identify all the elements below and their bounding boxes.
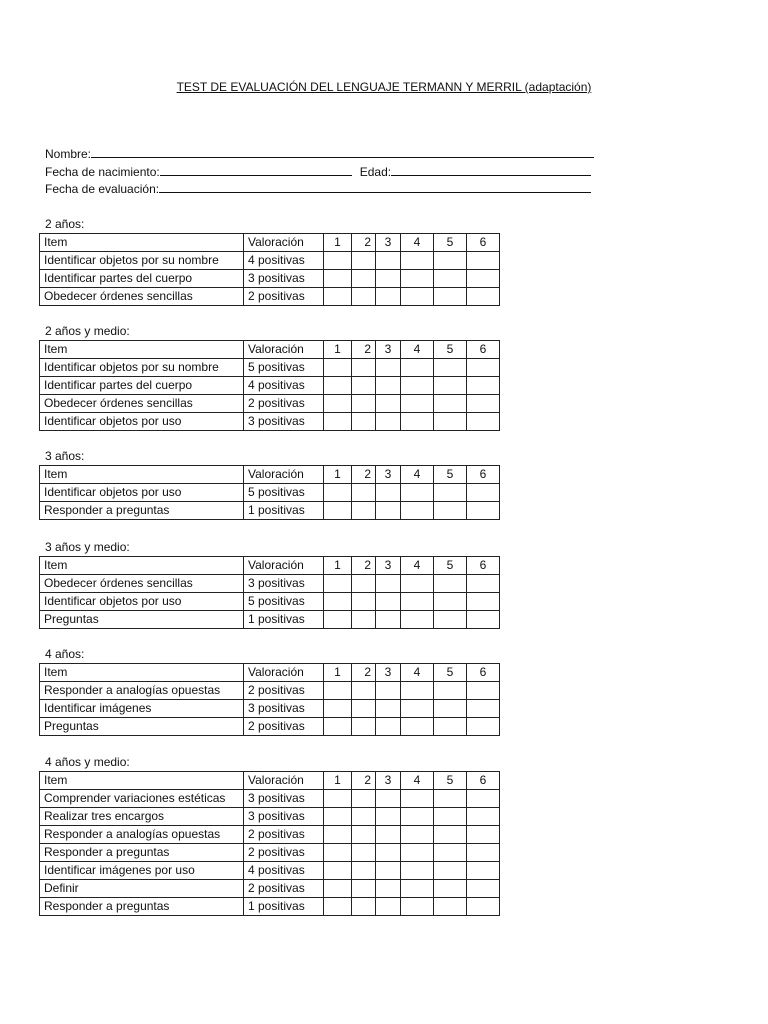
nombre-line xyxy=(45,146,600,164)
header-col-2: 2 xyxy=(352,341,376,359)
row-item: Identificar imágenes por uso xyxy=(40,862,244,880)
table-row xyxy=(40,880,500,898)
header-item: Item xyxy=(40,772,244,790)
score-cell[interactable] xyxy=(434,288,467,306)
header-col-1: 1 xyxy=(324,664,352,682)
score-cell[interactable] xyxy=(324,502,352,520)
table-row xyxy=(40,252,500,270)
evaluacion-blank xyxy=(159,181,591,193)
header-col-3: 3 xyxy=(376,234,401,252)
score-cell[interactable] xyxy=(434,682,467,700)
score-cell[interactable] xyxy=(324,700,352,718)
header-valoracion: Valoración xyxy=(244,341,324,359)
score-cell[interactable] xyxy=(352,413,376,431)
row-valoracion: 4 positivas xyxy=(244,377,324,395)
score-cell[interactable] xyxy=(434,377,467,395)
header-col-5: 5 xyxy=(434,664,467,682)
score-cell[interactable] xyxy=(376,844,401,862)
score-cell[interactable] xyxy=(434,395,467,413)
score-cell[interactable] xyxy=(467,862,500,880)
section-label: 2 años: xyxy=(45,217,85,231)
score-cell[interactable] xyxy=(434,808,467,826)
header-col-1: 1 xyxy=(324,772,352,790)
score-cell[interactable] xyxy=(467,252,500,270)
edad-blank xyxy=(391,164,591,176)
score-cell[interactable] xyxy=(434,575,467,593)
row-item: Responder a preguntas xyxy=(40,898,244,916)
score-cell[interactable] xyxy=(352,575,376,593)
score-cell[interactable] xyxy=(324,575,352,593)
header-col-6: 6 xyxy=(467,466,500,484)
header-col-5: 5 xyxy=(434,557,467,575)
evaluation-table xyxy=(39,663,500,736)
score-cell[interactable] xyxy=(434,484,467,502)
row-valoracion: 3 positivas xyxy=(244,413,324,431)
header-col-1: 1 xyxy=(324,341,352,359)
header-col-4: 4 xyxy=(401,664,434,682)
header-col-6: 6 xyxy=(467,341,500,359)
row-item: Obedecer órdenes sencillas xyxy=(40,395,244,413)
table-row xyxy=(40,413,500,431)
row-valoracion: 2 positivas xyxy=(244,880,324,898)
score-cell[interactable] xyxy=(376,718,401,736)
row-item: Responder a preguntas xyxy=(40,502,244,520)
score-cell[interactable] xyxy=(376,270,401,288)
score-cell[interactable] xyxy=(401,288,434,306)
score-cell[interactable] xyxy=(352,270,376,288)
header-col-5: 5 xyxy=(434,772,467,790)
score-cell[interactable] xyxy=(324,413,352,431)
header-col-2: 2 xyxy=(352,772,376,790)
score-cell[interactable] xyxy=(324,808,352,826)
score-cell[interactable] xyxy=(401,359,434,377)
row-valoracion: 5 positivas xyxy=(244,593,324,611)
header-col-2: 2 xyxy=(352,664,376,682)
score-cell[interactable] xyxy=(467,575,500,593)
table-row xyxy=(40,502,500,520)
score-cell[interactable] xyxy=(352,844,376,862)
score-cell[interactable] xyxy=(376,700,401,718)
header-col-1: 1 xyxy=(324,466,352,484)
score-cell[interactable] xyxy=(376,790,401,808)
header-col-1: 1 xyxy=(324,557,352,575)
score-cell[interactable] xyxy=(352,826,376,844)
score-cell[interactable] xyxy=(401,377,434,395)
evaluacion-label: Fecha de evaluación: xyxy=(45,182,160,196)
score-cell[interactable] xyxy=(376,502,401,520)
table-row xyxy=(40,484,500,502)
evaluation-table xyxy=(39,465,500,520)
nombre-blank xyxy=(91,146,594,158)
header-col-2: 2 xyxy=(352,234,376,252)
section-label: 3 años: xyxy=(45,449,85,463)
score-cell[interactable] xyxy=(324,611,352,629)
score-cell[interactable] xyxy=(401,484,434,502)
score-cell[interactable] xyxy=(434,593,467,611)
score-cell[interactable] xyxy=(401,844,434,862)
score-cell[interactable] xyxy=(352,359,376,377)
score-cell[interactable] xyxy=(324,790,352,808)
score-cell[interactable] xyxy=(467,413,500,431)
score-cell[interactable] xyxy=(434,880,467,898)
score-cell[interactable] xyxy=(324,377,352,395)
row-valoracion: 2 positivas xyxy=(244,826,324,844)
header-col-3: 3 xyxy=(376,466,401,484)
score-cell[interactable] xyxy=(434,700,467,718)
score-cell[interactable] xyxy=(352,718,376,736)
score-cell[interactable] xyxy=(324,395,352,413)
evaluation-table xyxy=(39,771,500,916)
header-col-3: 3 xyxy=(376,557,401,575)
score-cell[interactable] xyxy=(434,252,467,270)
evaluation-table xyxy=(39,233,500,306)
table-header-row xyxy=(40,466,500,484)
score-cell[interactable] xyxy=(376,484,401,502)
table-header-row xyxy=(40,557,500,575)
table-row xyxy=(40,575,500,593)
nacimiento-line xyxy=(45,164,600,182)
score-cell[interactable] xyxy=(376,682,401,700)
score-cell[interactable] xyxy=(401,593,434,611)
header-col-4: 4 xyxy=(401,557,434,575)
score-cell[interactable] xyxy=(376,395,401,413)
section-label: 3 años y medio: xyxy=(45,540,130,554)
score-cell[interactable] xyxy=(434,413,467,431)
score-cell[interactable] xyxy=(467,790,500,808)
nacimiento-label: Fecha de nacimiento: xyxy=(45,164,160,179)
document-title: TEST DE EVALUACIÓN DEL LENGUAJE TERMANN Y MERRIL (adaptación) xyxy=(176,80,592,94)
section-label: 2 años y medio: xyxy=(45,324,130,338)
row-item: Definir xyxy=(40,880,244,898)
score-cell[interactable] xyxy=(324,862,352,880)
score-cell[interactable] xyxy=(352,395,376,413)
table-header-row xyxy=(40,341,500,359)
score-cell[interactable] xyxy=(352,862,376,880)
row-valoracion: 2 positivas xyxy=(244,395,324,413)
table-row xyxy=(40,898,500,916)
header-valoracion: Valoración xyxy=(244,557,324,575)
score-cell[interactable] xyxy=(352,377,376,395)
score-cell[interactable] xyxy=(401,252,434,270)
row-valoracion: 5 positivas xyxy=(244,359,324,377)
header-col-5: 5 xyxy=(434,234,467,252)
row-item: Identificar objetos por uso xyxy=(40,593,244,611)
score-cell[interactable] xyxy=(324,844,352,862)
row-valoracion: 4 positivas xyxy=(244,252,324,270)
row-valoracion: 3 positivas xyxy=(244,270,324,288)
table-row xyxy=(40,359,500,377)
score-cell[interactable] xyxy=(401,898,434,916)
score-cell[interactable] xyxy=(352,484,376,502)
header-col-3: 3 xyxy=(376,772,401,790)
score-cell[interactable] xyxy=(352,252,376,270)
score-cell[interactable] xyxy=(434,898,467,916)
score-cell[interactable] xyxy=(434,862,467,880)
score-cell[interactable] xyxy=(324,593,352,611)
score-cell[interactable] xyxy=(324,898,352,916)
score-cell[interactable] xyxy=(467,359,500,377)
section-label: 4 años y medio: xyxy=(45,755,130,769)
score-cell[interactable] xyxy=(401,395,434,413)
header-col-2: 2 xyxy=(352,557,376,575)
score-cell[interactable] xyxy=(324,682,352,700)
score-cell[interactable] xyxy=(467,808,500,826)
score-cell[interactable] xyxy=(324,718,352,736)
score-cell[interactable] xyxy=(434,790,467,808)
score-cell[interactable] xyxy=(376,288,401,306)
score-cell[interactable] xyxy=(401,808,434,826)
row-item: Identificar objetos por uso xyxy=(40,484,244,502)
header-col-4: 4 xyxy=(401,772,434,790)
score-cell[interactable] xyxy=(467,826,500,844)
score-cell[interactable] xyxy=(324,484,352,502)
row-item: Obedecer órdenes sencillas xyxy=(40,575,244,593)
row-item: Preguntas xyxy=(40,611,244,629)
score-cell[interactable] xyxy=(467,880,500,898)
header-item: Item xyxy=(40,557,244,575)
table-row xyxy=(40,611,500,629)
score-cell[interactable] xyxy=(467,270,500,288)
table-row xyxy=(40,844,500,862)
header-col-3: 3 xyxy=(376,664,401,682)
score-cell[interactable] xyxy=(376,898,401,916)
score-cell[interactable] xyxy=(434,502,467,520)
evaluacion-line xyxy=(45,181,600,199)
nacimiento-blank xyxy=(160,164,352,176)
score-cell[interactable] xyxy=(352,502,376,520)
score-cell[interactable] xyxy=(401,826,434,844)
score-cell[interactable] xyxy=(401,611,434,629)
table-row xyxy=(40,826,500,844)
score-cell[interactable] xyxy=(467,288,500,306)
score-cell[interactable] xyxy=(401,575,434,593)
score-cell[interactable] xyxy=(467,502,500,520)
header-valoracion: Valoración xyxy=(244,664,324,682)
score-cell[interactable] xyxy=(352,611,376,629)
row-valoracion: 2 positivas xyxy=(244,844,324,862)
table-row xyxy=(40,377,500,395)
score-cell[interactable] xyxy=(434,718,467,736)
header-item: Item xyxy=(40,341,244,359)
score-cell[interactable] xyxy=(401,413,434,431)
score-cell[interactable] xyxy=(352,808,376,826)
header-col-4: 4 xyxy=(401,234,434,252)
score-cell[interactable] xyxy=(467,484,500,502)
score-cell[interactable] xyxy=(467,682,500,700)
edad-label: Edad: xyxy=(359,164,392,179)
row-valoracion: 3 positivas xyxy=(244,700,324,718)
header-valoracion: Valoración xyxy=(244,466,324,484)
score-cell[interactable] xyxy=(352,898,376,916)
score-cell[interactable] xyxy=(324,252,352,270)
row-valoracion: 2 positivas xyxy=(244,682,324,700)
score-cell[interactable] xyxy=(376,359,401,377)
score-cell[interactable] xyxy=(324,270,352,288)
score-cell[interactable] xyxy=(376,808,401,826)
score-cell[interactable] xyxy=(376,575,401,593)
table-header-row xyxy=(40,234,500,252)
row-item: Identificar imágenes xyxy=(40,700,244,718)
score-cell[interactable] xyxy=(434,270,467,288)
row-item: Identificar objetos por su nombre xyxy=(40,252,244,270)
table-row xyxy=(40,288,500,306)
row-item: Identificar objetos por su nombre xyxy=(40,359,244,377)
score-cell[interactable] xyxy=(376,880,401,898)
header-col-6: 6 xyxy=(467,664,500,682)
score-cell[interactable] xyxy=(352,700,376,718)
table-header-row xyxy=(40,664,500,682)
header-col-5: 5 xyxy=(434,341,467,359)
table-row xyxy=(40,790,500,808)
score-cell[interactable] xyxy=(352,880,376,898)
header-col-2: 2 xyxy=(352,466,376,484)
evaluation-table xyxy=(39,556,500,629)
score-cell[interactable] xyxy=(434,844,467,862)
table-row xyxy=(40,808,500,826)
score-cell[interactable] xyxy=(352,288,376,306)
row-valoracion: 2 positivas xyxy=(244,718,324,736)
score-cell[interactable] xyxy=(401,502,434,520)
score-cell[interactable] xyxy=(467,611,500,629)
header-col-6: 6 xyxy=(467,234,500,252)
score-cell[interactable] xyxy=(352,593,376,611)
header-col-4: 4 xyxy=(401,341,434,359)
score-cell[interactable] xyxy=(467,844,500,862)
row-valoracion: 1 positivas xyxy=(244,502,324,520)
header-item: Item xyxy=(40,234,244,252)
table-row xyxy=(40,395,500,413)
score-cell[interactable] xyxy=(401,270,434,288)
table-row xyxy=(40,718,500,736)
header-col-1: 1 xyxy=(324,234,352,252)
score-cell[interactable] xyxy=(376,252,401,270)
header-col-4: 4 xyxy=(401,466,434,484)
score-cell[interactable] xyxy=(376,413,401,431)
nombre-label: Nombre: xyxy=(45,147,92,161)
header-col-5: 5 xyxy=(434,466,467,484)
score-cell[interactable] xyxy=(467,593,500,611)
row-item: Responder a preguntas xyxy=(40,844,244,862)
score-cell[interactable] xyxy=(401,862,434,880)
header-col-6: 6 xyxy=(467,557,500,575)
score-cell[interactable] xyxy=(467,395,500,413)
score-cell[interactable] xyxy=(401,700,434,718)
score-cell[interactable] xyxy=(324,826,352,844)
table-header-row xyxy=(40,772,500,790)
row-valoracion: 3 positivas xyxy=(244,575,324,593)
score-cell[interactable] xyxy=(376,377,401,395)
score-cell[interactable] xyxy=(434,826,467,844)
row-item: Comprender variaciones estéticas xyxy=(40,790,244,808)
section-label: 4 años: xyxy=(45,647,85,661)
score-cell[interactable] xyxy=(376,611,401,629)
score-cell[interactable] xyxy=(376,826,401,844)
row-valoracion: 4 positivas xyxy=(244,862,324,880)
score-cell[interactable] xyxy=(401,880,434,898)
table-row xyxy=(40,862,500,880)
score-cell[interactable] xyxy=(324,359,352,377)
row-valoracion: 3 positivas xyxy=(244,790,324,808)
row-item: Realizar tres encargos xyxy=(40,808,244,826)
row-item: Preguntas xyxy=(40,718,244,736)
row-item: Identificar partes del cuerpo xyxy=(40,377,244,395)
row-valoracion: 1 positivas xyxy=(244,611,324,629)
score-cell[interactable] xyxy=(376,862,401,880)
header-item: Item xyxy=(40,466,244,484)
row-valoracion: 1 positivas xyxy=(244,898,324,916)
row-item: Responder a analogías opuestas xyxy=(40,682,244,700)
header-item: Item xyxy=(40,664,244,682)
table-row xyxy=(40,682,500,700)
score-cell[interactable] xyxy=(401,682,434,700)
score-cell[interactable] xyxy=(401,790,434,808)
score-cell[interactable] xyxy=(324,288,352,306)
header-col-3: 3 xyxy=(376,341,401,359)
score-cell[interactable] xyxy=(434,611,467,629)
score-cell[interactable] xyxy=(324,880,352,898)
score-cell[interactable] xyxy=(352,790,376,808)
evaluation-table xyxy=(39,340,500,431)
score-cell[interactable] xyxy=(376,593,401,611)
header-valoracion: Valoración xyxy=(244,772,324,790)
score-cell[interactable] xyxy=(434,359,467,377)
row-item: Responder a analogías opuestas xyxy=(40,826,244,844)
table-row xyxy=(40,593,500,611)
score-cell[interactable] xyxy=(401,718,434,736)
table-row xyxy=(40,700,500,718)
row-item: Identificar partes del cuerpo xyxy=(40,270,244,288)
row-valoracion: 2 positivas xyxy=(244,288,324,306)
row-item: Obedecer órdenes sencillas xyxy=(40,288,244,306)
header-valoracion: Valoración xyxy=(244,234,324,252)
header-col-6: 6 xyxy=(467,772,500,790)
score-cell[interactable] xyxy=(467,377,500,395)
score-cell[interactable] xyxy=(467,700,500,718)
row-item: Identificar objetos por uso xyxy=(40,413,244,431)
score-cell[interactable] xyxy=(467,718,500,736)
score-cell[interactable] xyxy=(467,898,500,916)
row-valoracion: 5 positivas xyxy=(244,484,324,502)
row-valoracion: 3 positivas xyxy=(244,808,324,826)
header-fields xyxy=(45,146,600,199)
score-cell[interactable] xyxy=(352,682,376,700)
table-row xyxy=(40,270,500,288)
